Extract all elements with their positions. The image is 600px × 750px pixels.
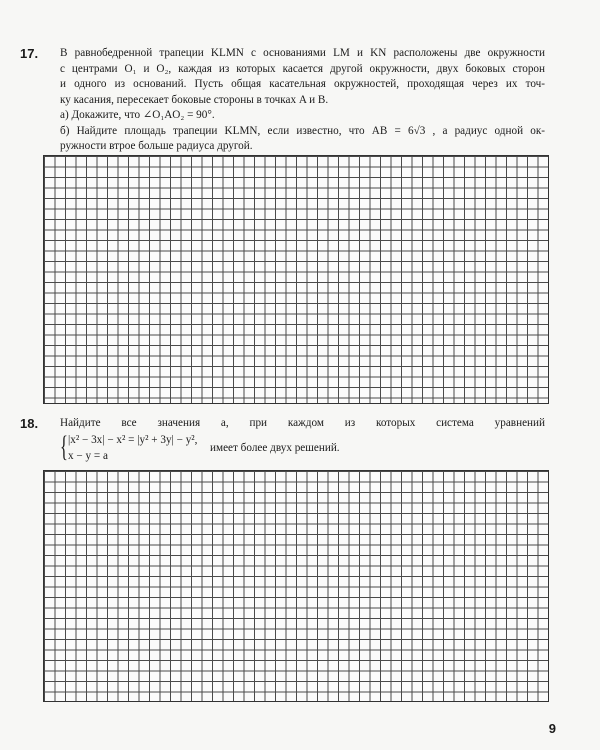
problem-17-line-4: ку касания, пересекает боковые стороны в точках A и B. [60,93,329,106]
page-number: 9 [548,721,556,736]
problem-17-part-b-line-1: б) Найдите площадь трапеции KLMN, если известно, что AB = 6√3 , а радиус одной ок- [60,124,545,137]
problem-17-part-a: а) Докажите, что ∠O₁AO₂ = 90°. [60,109,215,121]
problem-18-tail: имеет более двух решений. [210,442,340,454]
problem-18-text [60,416,545,471]
equation-system [60,430,360,465]
problem-17-part-b-line-2: ружности втрое больше радиуса другой. [60,140,253,152]
problem-17-text [60,46,545,155]
problem-18-line-1: Найдите все значения a, при каждом из которых система уравнений [60,417,545,429]
problem-17-line-3: и одного из оснований. Пусть общая касательная окружностей, проходящая через их точ- [60,78,545,90]
equation-1: |x² − 3x| − x² = |y² + 3y| − y², [68,434,198,446]
problem-17-line-1: В равнобедренной трапеции KLMN с основаниями LM и KN расположены две окружности [60,47,545,59]
equation-2: x − y = a [68,450,108,462]
problem-17-line-2: с центрами O₁ и O₂, каждая из которых касается другой окружности, двух боковых сторон [60,62,545,75]
problem-17-number: 17. [20,46,39,61]
system-brace: { [60,430,68,463]
answer-grid-18[interactable] [43,470,549,702]
problem-18 [0,412,600,472]
problem-18-number: 18. [20,416,39,431]
answer-grid-17[interactable] [43,155,549,404]
